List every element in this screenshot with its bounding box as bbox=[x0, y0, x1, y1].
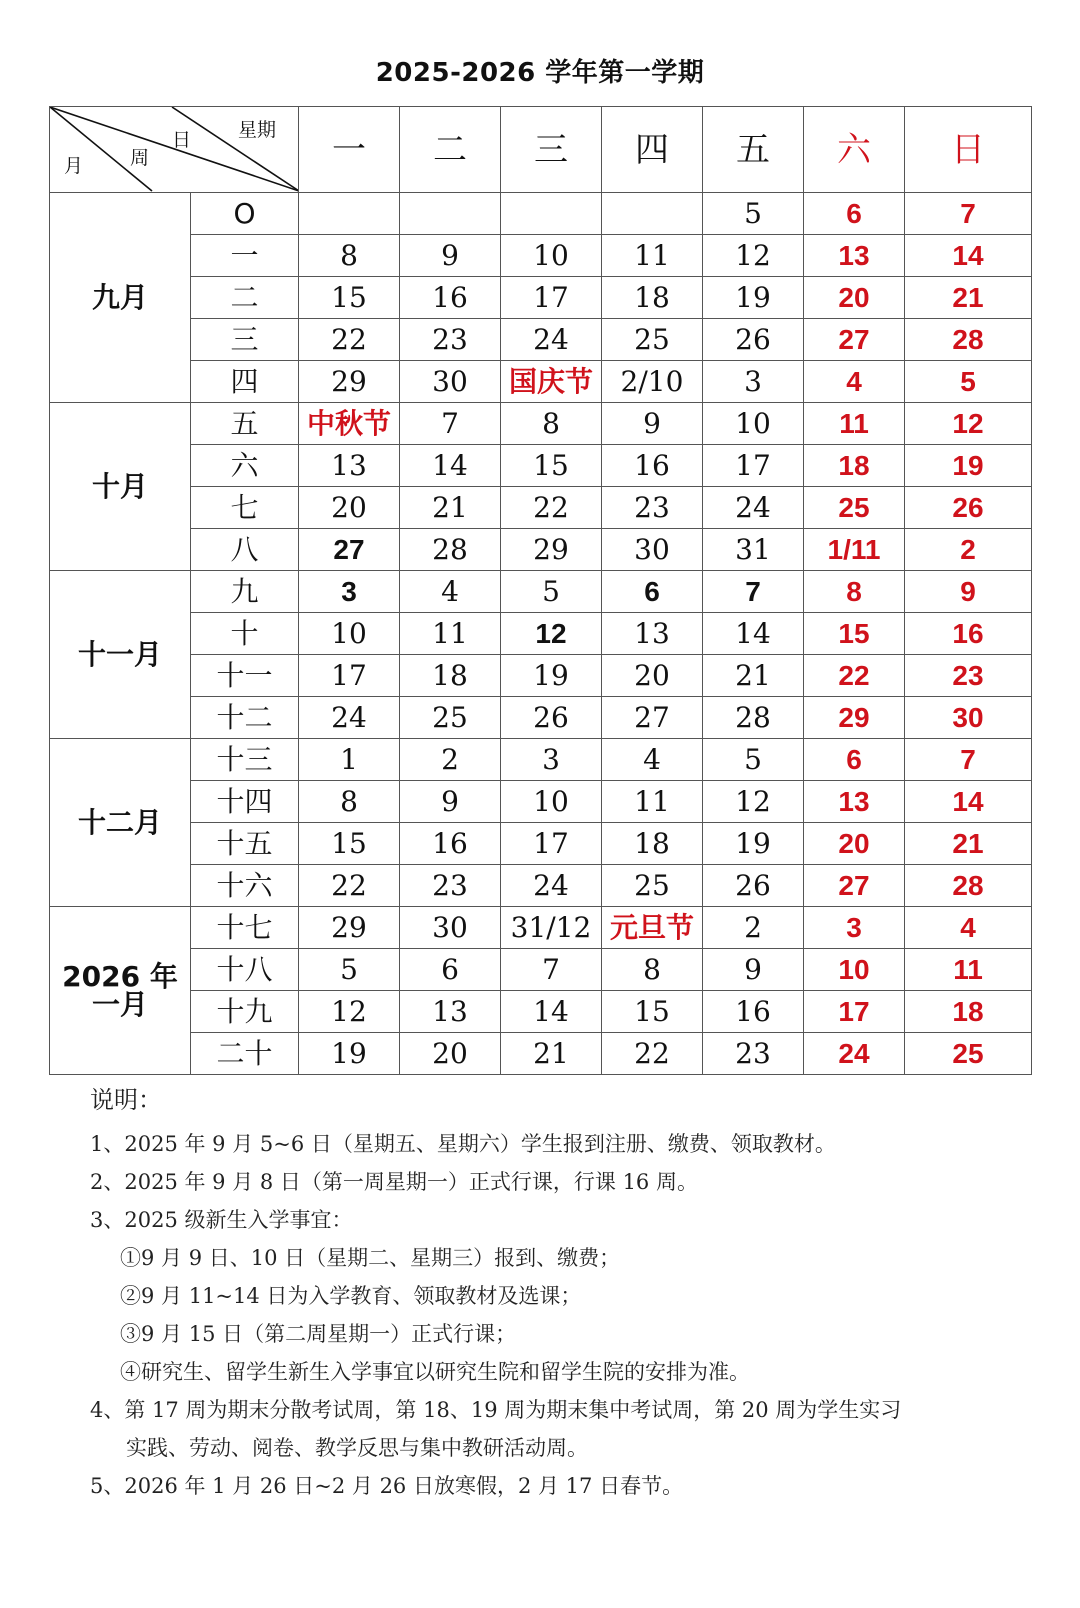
day-cell: 7 bbox=[703, 571, 804, 613]
day-cell bbox=[602, 193, 703, 235]
weekend-day-cell: 14 bbox=[905, 781, 1032, 823]
weekend-day-cell: 30 bbox=[905, 697, 1032, 739]
day-cell: 10 bbox=[299, 613, 400, 655]
week-row bbox=[50, 361, 1032, 403]
month-label: 十一月 bbox=[50, 571, 191, 739]
month-label: 十二月 bbox=[50, 739, 191, 907]
week-number: 八 bbox=[191, 529, 299, 571]
day-cell: 22 bbox=[501, 487, 602, 529]
day-cell bbox=[501, 193, 602, 235]
day-cell: 15 bbox=[299, 823, 400, 865]
weekend-day-cell: 20 bbox=[804, 277, 905, 319]
week-number: 十一 bbox=[191, 655, 299, 697]
note-line: 5、2026 年 1 月 26 日~2 月 26 日放寒假，2 月 17 日春节。 bbox=[90, 1474, 684, 1498]
week-number: 十 bbox=[191, 613, 299, 655]
day-cell: 14 bbox=[703, 613, 804, 655]
day-cell: 23 bbox=[400, 319, 501, 361]
week-row bbox=[50, 823, 1032, 865]
corner-label-yue: 月 bbox=[64, 155, 84, 177]
day-cell: 22 bbox=[602, 1033, 703, 1075]
week-number: 十五 bbox=[191, 823, 299, 865]
corner-label-zhou: 周 bbox=[130, 147, 150, 169]
day-cell: 23 bbox=[400, 865, 501, 907]
day-cell: 25 bbox=[400, 697, 501, 739]
day-cell: 31/12 bbox=[501, 907, 602, 949]
header-row bbox=[50, 107, 1032, 193]
day-cell: 3 bbox=[299, 571, 400, 613]
weekend-day-cell: 8 bbox=[804, 571, 905, 613]
day-cell: 11 bbox=[602, 781, 703, 823]
day-cell: 8 bbox=[602, 949, 703, 991]
notes-heading: 说明： bbox=[90, 1086, 162, 1114]
day-cell: 20 bbox=[602, 655, 703, 697]
weekend-day-cell: 4 bbox=[804, 361, 905, 403]
day-cell: 7 bbox=[501, 949, 602, 991]
note-line: ③9 月 15 日（第二周星期一）正式行课； bbox=[120, 1322, 517, 1346]
day-cell: 24 bbox=[501, 319, 602, 361]
day-cell: 9 bbox=[400, 781, 501, 823]
header-mon: 一 bbox=[299, 107, 400, 193]
day-cell: 25 bbox=[602, 319, 703, 361]
day-cell: 29 bbox=[299, 361, 400, 403]
week-row bbox=[50, 235, 1032, 277]
week-row bbox=[50, 487, 1032, 529]
weekend-day-cell: 21 bbox=[905, 277, 1032, 319]
weekend-day-cell: 17 bbox=[804, 991, 905, 1033]
weekend-day-cell: 25 bbox=[905, 1033, 1032, 1075]
day-cell: 2 bbox=[400, 739, 501, 781]
holiday-cell: 中秋节 bbox=[299, 403, 400, 445]
day-cell: 16 bbox=[400, 823, 501, 865]
day-cell: 21 bbox=[400, 487, 501, 529]
week-row bbox=[50, 739, 1032, 781]
week-number: 五 bbox=[191, 403, 299, 445]
note-line: 4、第 17 周为期末分散考试周，第 18、19 周为期末集中考试周，第 20 周为学生实习 bbox=[90, 1398, 902, 1422]
week-row bbox=[50, 319, 1032, 361]
day-cell: 19 bbox=[299, 1033, 400, 1075]
weekend-day-cell: 13 bbox=[804, 781, 905, 823]
note-line: 2、2025 年 9 月 8 日（第一周星期一）正式行课，行课 16 周。 bbox=[90, 1170, 698, 1194]
day-cell: 6 bbox=[602, 571, 703, 613]
day-cell: 16 bbox=[602, 445, 703, 487]
week-number: 三 bbox=[191, 319, 299, 361]
month-label: 九月 bbox=[50, 193, 191, 403]
weekend-day-cell: 21 bbox=[905, 823, 1032, 865]
day-cell: 27 bbox=[299, 529, 400, 571]
note-line: ①9 月 9 日、10 日（星期二、星期三）报到、缴费； bbox=[120, 1246, 621, 1270]
day-cell: 2/10 bbox=[602, 361, 703, 403]
note-line: ④研究生、留学生新生入学事宜以研究生院和留学生院的安排为准。 bbox=[120, 1360, 750, 1384]
weekend-day-cell: 18 bbox=[804, 445, 905, 487]
day-cell: 12 bbox=[703, 781, 804, 823]
day-cell: 10 bbox=[703, 403, 804, 445]
weekend-day-cell: 14 bbox=[905, 235, 1032, 277]
week-number: 十九 bbox=[191, 991, 299, 1033]
weekend-day-cell: 11 bbox=[905, 949, 1032, 991]
note-line: ②9 月 11~14 日为入学教育、领取教材及选课； bbox=[120, 1284, 582, 1308]
day-cell: 12 bbox=[703, 235, 804, 277]
day-cell: 17 bbox=[703, 445, 804, 487]
month-label: 2026 年 一月 bbox=[50, 907, 191, 1075]
week-number: 十六 bbox=[191, 865, 299, 907]
weekend-day-cell: 9 bbox=[905, 571, 1032, 613]
weekend-day-cell: 3 bbox=[804, 907, 905, 949]
day-cell: 26 bbox=[501, 697, 602, 739]
week-row bbox=[50, 403, 1032, 445]
day-cell: 29 bbox=[299, 907, 400, 949]
weekend-day-cell: 1/11 bbox=[804, 529, 905, 571]
corner-label-ri: 日 bbox=[172, 129, 192, 151]
day-cell: 22 bbox=[299, 319, 400, 361]
day-cell: 9 bbox=[703, 949, 804, 991]
header-sun: 日 bbox=[905, 107, 1032, 193]
week-row bbox=[50, 529, 1032, 571]
weekend-day-cell: 7 bbox=[905, 193, 1032, 235]
day-cell: 28 bbox=[703, 697, 804, 739]
day-cell: 31 bbox=[703, 529, 804, 571]
day-cell: 7 bbox=[400, 403, 501, 445]
day-cell: 26 bbox=[703, 865, 804, 907]
day-cell: 16 bbox=[703, 991, 804, 1033]
week-number: 四 bbox=[191, 361, 299, 403]
day-cell: 8 bbox=[299, 235, 400, 277]
week-number: 七 bbox=[191, 487, 299, 529]
week-number: 十二 bbox=[191, 697, 299, 739]
week-number: 一 bbox=[191, 235, 299, 277]
week-number: 十三 bbox=[191, 739, 299, 781]
week-row bbox=[50, 697, 1032, 739]
day-cell: 12 bbox=[501, 613, 602, 655]
weekend-day-cell: 28 bbox=[905, 319, 1032, 361]
day-cell: 14 bbox=[501, 991, 602, 1033]
day-cell: 14 bbox=[400, 445, 501, 487]
day-cell: 29 bbox=[501, 529, 602, 571]
header-thu: 四 bbox=[602, 107, 703, 193]
day-cell: 13 bbox=[400, 991, 501, 1033]
day-cell: 8 bbox=[299, 781, 400, 823]
notes-section bbox=[90, 1080, 1050, 1505]
weekend-day-cell: 11 bbox=[804, 403, 905, 445]
day-cell: 5 bbox=[703, 739, 804, 781]
week-number: 九 bbox=[191, 571, 299, 613]
header-wed: 三 bbox=[501, 107, 602, 193]
weekend-day-cell: 28 bbox=[905, 865, 1032, 907]
weekend-day-cell: 6 bbox=[804, 739, 905, 781]
week-row bbox=[50, 193, 1032, 235]
weekend-day-cell: 29 bbox=[804, 697, 905, 739]
day-cell: 9 bbox=[602, 403, 703, 445]
day-cell: 19 bbox=[703, 823, 804, 865]
holiday-cell: 国庆节 bbox=[501, 361, 602, 403]
day-cell: 2 bbox=[703, 907, 804, 949]
day-cell: 15 bbox=[602, 991, 703, 1033]
day-cell: 9 bbox=[400, 235, 501, 277]
weekend-day-cell: 12 bbox=[905, 403, 1032, 445]
week-number: 六 bbox=[191, 445, 299, 487]
calendar-table bbox=[49, 106, 1032, 1075]
weekend-day-cell: 13 bbox=[804, 235, 905, 277]
day-cell: 17 bbox=[501, 277, 602, 319]
week-row bbox=[50, 445, 1032, 487]
header-fri: 五 bbox=[703, 107, 804, 193]
week-row bbox=[50, 571, 1032, 613]
day-cell: 24 bbox=[299, 697, 400, 739]
weekend-day-cell: 24 bbox=[804, 1033, 905, 1075]
day-cell bbox=[299, 193, 400, 235]
day-cell: 20 bbox=[400, 1033, 501, 1075]
week-row bbox=[50, 613, 1032, 655]
week-row bbox=[50, 1033, 1032, 1075]
weekend-day-cell: 20 bbox=[804, 823, 905, 865]
holiday-cell: 元旦节 bbox=[602, 907, 703, 949]
weekend-day-cell: 27 bbox=[804, 865, 905, 907]
day-cell: 26 bbox=[703, 319, 804, 361]
day-cell: 17 bbox=[501, 823, 602, 865]
week-row bbox=[50, 949, 1032, 991]
week-number: 十八 bbox=[191, 949, 299, 991]
day-cell: 11 bbox=[602, 235, 703, 277]
week-number: 二 bbox=[191, 277, 299, 319]
header-sat: 六 bbox=[804, 107, 905, 193]
weekend-day-cell: 23 bbox=[905, 655, 1032, 697]
day-cell: 24 bbox=[501, 865, 602, 907]
day-cell: 13 bbox=[602, 613, 703, 655]
day-cell: 4 bbox=[400, 571, 501, 613]
day-cell: 12 bbox=[299, 991, 400, 1033]
day-cell: 23 bbox=[703, 1033, 804, 1075]
day-cell: 30 bbox=[602, 529, 703, 571]
week-row bbox=[50, 781, 1032, 823]
week-row bbox=[50, 277, 1032, 319]
day-cell: 6 bbox=[400, 949, 501, 991]
day-cell: 13 bbox=[299, 445, 400, 487]
weekend-day-cell: 4 bbox=[905, 907, 1032, 949]
day-cell: 5 bbox=[501, 571, 602, 613]
weekend-day-cell: 25 bbox=[804, 487, 905, 529]
day-cell: 3 bbox=[703, 361, 804, 403]
day-cell: 1 bbox=[299, 739, 400, 781]
weekend-day-cell: 18 bbox=[905, 991, 1032, 1033]
day-cell: 3 bbox=[501, 739, 602, 781]
day-cell: 18 bbox=[602, 823, 703, 865]
week-row bbox=[50, 655, 1032, 697]
day-cell: 19 bbox=[703, 277, 804, 319]
weekend-day-cell: 19 bbox=[905, 445, 1032, 487]
day-cell: 4 bbox=[602, 739, 703, 781]
day-cell: 15 bbox=[299, 277, 400, 319]
week-number: 二十 bbox=[191, 1033, 299, 1075]
week-number: 十四 bbox=[191, 781, 299, 823]
day-cell: 23 bbox=[602, 487, 703, 529]
day-cell: 15 bbox=[501, 445, 602, 487]
day-cell: 16 bbox=[400, 277, 501, 319]
week-row bbox=[50, 991, 1032, 1033]
day-cell: 11 bbox=[400, 613, 501, 655]
weekend-day-cell: 2 bbox=[905, 529, 1032, 571]
note-line: 实践、劳动、阅卷、教学反思与集中教研活动周。 bbox=[126, 1436, 588, 1460]
day-cell: 28 bbox=[400, 529, 501, 571]
day-cell: 21 bbox=[703, 655, 804, 697]
day-cell: 24 bbox=[703, 487, 804, 529]
day-cell: 18 bbox=[602, 277, 703, 319]
day-cell: 8 bbox=[501, 403, 602, 445]
weekend-day-cell: 6 bbox=[804, 193, 905, 235]
day-cell: 27 bbox=[602, 697, 703, 739]
day-cell: 18 bbox=[400, 655, 501, 697]
day-cell: 20 bbox=[299, 487, 400, 529]
weekend-day-cell: 15 bbox=[804, 613, 905, 655]
day-cell: 17 bbox=[299, 655, 400, 697]
day-cell: 30 bbox=[400, 361, 501, 403]
day-cell: 5 bbox=[703, 193, 804, 235]
day-cell: 30 bbox=[400, 907, 501, 949]
week-number: 十七 bbox=[191, 907, 299, 949]
weekend-day-cell: 16 bbox=[905, 613, 1032, 655]
weekend-day-cell: 10 bbox=[804, 949, 905, 991]
month-label: 十月 bbox=[50, 403, 191, 571]
weekend-day-cell: 27 bbox=[804, 319, 905, 361]
header-tue: 二 bbox=[400, 107, 501, 193]
week-row bbox=[50, 907, 1032, 949]
week-row bbox=[50, 865, 1032, 907]
weekend-day-cell: 26 bbox=[905, 487, 1032, 529]
day-cell: 19 bbox=[501, 655, 602, 697]
day-cell: 21 bbox=[501, 1033, 602, 1075]
week-number: O bbox=[191, 193, 299, 235]
page-title: 2025-2026 学年第一学期 bbox=[375, 58, 705, 88]
day-cell: 5 bbox=[299, 949, 400, 991]
weekend-day-cell: 7 bbox=[905, 739, 1032, 781]
day-cell: 25 bbox=[602, 865, 703, 907]
weekend-day-cell: 22 bbox=[804, 655, 905, 697]
day-cell: 10 bbox=[501, 235, 602, 277]
note-line: 1、2025 年 9 月 5~6 日（星期五、星期六）学生报到注册、缴费、领取教材。 bbox=[90, 1132, 836, 1156]
corner-label-xingqi: 星期 bbox=[238, 119, 277, 141]
day-cell: 10 bbox=[501, 781, 602, 823]
day-cell bbox=[400, 193, 501, 235]
day-cell: 22 bbox=[299, 865, 400, 907]
corner-cell bbox=[50, 107, 299, 193]
note-line: 3、2025 级新生入学事宜： bbox=[90, 1208, 353, 1232]
weekend-day-cell: 5 bbox=[905, 361, 1032, 403]
